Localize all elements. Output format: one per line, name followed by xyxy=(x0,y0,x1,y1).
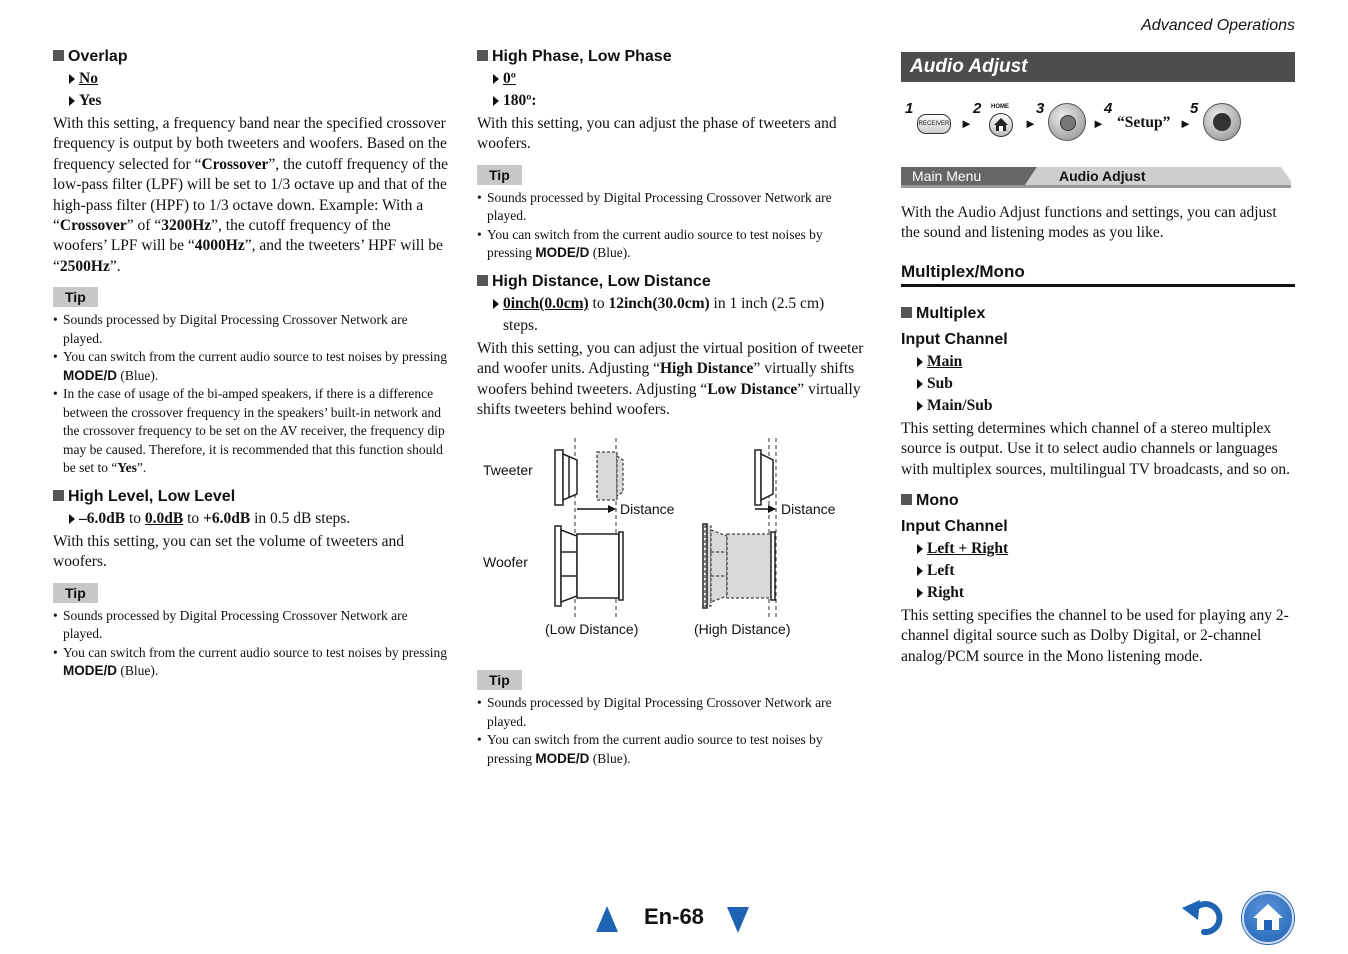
label-low-distance: (Low Distance) xyxy=(545,621,639,638)
square-bullet-icon xyxy=(477,275,488,286)
heading-multiplex-mono: Multiplex/Mono xyxy=(901,262,1295,287)
tip-item: • You can switch from the current audio source to test noises by pressing MODE/D (Blue). xyxy=(63,348,448,385)
woofer-low-icon xyxy=(555,526,623,606)
tip-list xyxy=(477,189,867,263)
step-number: 3 xyxy=(1036,100,1045,117)
tweeter-low-icon xyxy=(555,450,577,505)
next-page-button[interactable] xyxy=(727,907,749,933)
tip-list xyxy=(53,311,448,478)
woofer-virtual-icon xyxy=(705,526,771,606)
distance-description: With this setting, you can adjust the virtual position of tweeter and woofer units. Adjusting “High Distance” virtually shifts woofers behind tweeters. Adjusting “Low Distance” virtually shifts tweeters behind woofers. xyxy=(477,339,864,419)
option-main-sub: Main/Sub xyxy=(901,395,1295,417)
option-right: Right xyxy=(901,582,1295,604)
column-2 xyxy=(477,46,867,768)
arrow-right-icon xyxy=(493,96,499,106)
arrow-right-icon xyxy=(493,299,499,309)
option-no: No xyxy=(53,68,448,90)
tip-label: Tip xyxy=(53,287,98,307)
step-number: 2 xyxy=(973,100,982,117)
arrow-right-icon: ► xyxy=(960,116,973,131)
tip-item: • Sounds processed by Digital Processing Crossover Network are played. xyxy=(63,311,448,348)
arrow-right-icon xyxy=(917,357,923,367)
arrow-right-icon xyxy=(917,588,923,598)
tip-label: Tip xyxy=(477,670,522,690)
breadcrumb-audio-adjust: Audio Adjust xyxy=(1059,168,1146,184)
setup-label: “Setup” xyxy=(1117,114,1171,131)
square-bullet-icon xyxy=(901,307,912,318)
square-bullet-icon xyxy=(53,50,64,61)
column-3 xyxy=(901,52,1295,667)
distance-arrow-icon xyxy=(755,505,776,513)
square-bullet-icon xyxy=(477,50,488,61)
label-woofer: Woofer xyxy=(483,554,528,571)
distance-range: 0inch(0.0cm) to 12inch(30.0cm) in 1 inch (2.5 cm) xyxy=(477,293,867,315)
page-number: En-68 xyxy=(644,904,704,929)
step-number: 4 xyxy=(1104,100,1113,117)
tweeter-virtual-icon xyxy=(597,452,623,500)
section-title-multiplex: Multiplex xyxy=(901,303,1295,325)
arrow-right-icon xyxy=(69,514,75,524)
option-left-right: Left + Right xyxy=(901,538,1295,560)
home-button[interactable] xyxy=(1242,892,1294,944)
receiver-button-icon: RECEIVER xyxy=(917,114,951,134)
option-left: Left xyxy=(901,560,1295,582)
breadcrumb-main-menu: Main Menu xyxy=(912,168,982,184)
tip-item: • You can switch from the current audio source to test noises by pressing MODE/D (Blue). xyxy=(63,644,448,681)
arrow-right-icon: ► xyxy=(1179,116,1192,131)
label-distance-1: Distance xyxy=(620,501,675,518)
distance-diagram xyxy=(477,430,867,660)
arrow-right-icon xyxy=(493,74,499,84)
home-button-icon xyxy=(989,113,1013,137)
square-bullet-icon xyxy=(53,490,64,501)
input-channel-label: Input Channel xyxy=(901,330,1008,348)
option-sub: Sub xyxy=(901,373,1295,395)
tip-item: • Sounds processed by Digital Processing Crossover Network are played. xyxy=(487,694,867,731)
arrow-right-icon xyxy=(917,544,923,554)
previous-page-button[interactable] xyxy=(596,906,618,932)
intro-text: With the Audio Adjust functions and settings, you can adjust the sound and listening modes as you like. xyxy=(901,204,1277,242)
column-1 xyxy=(53,46,448,681)
option-yes: Yes xyxy=(53,90,448,112)
arrow-right-icon: ► xyxy=(1024,116,1037,131)
multiplex-description: This setting determines which channel of a stereo multiplex source is output. Use it to select audio channels or languages with multiplex sources, multilingual TV broadcasts, and so on. xyxy=(901,419,1291,478)
step-number: 1 xyxy=(905,100,914,117)
phase-description: With this setting, you can adjust the phase of tweeters and woofers. xyxy=(477,115,837,153)
home-label: HOME xyxy=(991,104,1009,110)
tip-item: • In the case of usage of the bi-amped speakers, if there is a difference between the crossover frequency in the speakers’ built-in network and the crossover frequency to be set on the AV receiver, the frequency dip may be caused. Therefore, it is recommended that this function should be set to “Yes”. xyxy=(63,385,448,478)
tip-list xyxy=(477,694,867,768)
arrow-right-icon: ► xyxy=(1092,116,1105,131)
home-icon xyxy=(1244,894,1292,942)
distance-arrow-icon xyxy=(577,505,616,513)
input-channel-label: Input Channel xyxy=(901,518,1008,536)
tip-item: • You can switch from the current audio source to test noises by pressing MODE/D (Blue). xyxy=(487,731,867,768)
steps-row xyxy=(901,100,1295,160)
mono-description: This setting specifies the channel to be used for playing any 2-channel digital source such as Dolby Digital, or 2-channel analog/PCM source in the Mono listening mode. xyxy=(901,607,1289,665)
arrow-right-icon xyxy=(917,401,923,411)
tip-list xyxy=(53,607,448,681)
arrow-right-icon xyxy=(69,74,75,84)
tip-item: • You can switch from the current audio source to test noises by pressing MODE/D (Blue). xyxy=(487,226,867,263)
option-180: 180º: xyxy=(477,90,867,112)
option-main: Main xyxy=(901,351,1295,373)
section-title-level: High Level, Low Level xyxy=(53,486,448,508)
running-header: Advanced Operations xyxy=(1141,17,1295,34)
label-high-distance: (High Distance) xyxy=(694,621,791,638)
tip-label: Tip xyxy=(477,165,522,185)
back-button[interactable] xyxy=(1180,896,1230,938)
label-distance-2: Distance xyxy=(781,501,836,518)
enter-button-icon xyxy=(1203,103,1241,141)
distance-range-cont: steps. xyxy=(503,316,538,334)
section-title-phase: High Phase, Low Phase xyxy=(477,46,867,68)
section-title-mono: Mono xyxy=(901,490,1295,512)
label-tweeter: Tweeter xyxy=(483,462,533,479)
tip-item: • Sounds processed by Digital Processing Crossover Network are played. xyxy=(487,189,867,226)
level-range: –6.0dB to 0.0dB to +6.0dB in 0.5 dB steps. xyxy=(53,508,448,530)
step-number: 5 xyxy=(1190,100,1199,117)
menu-breadcrumb xyxy=(901,167,1295,191)
arrow-right-icon xyxy=(917,566,923,576)
level-description: With this setting, you can set the volume of tweeters and woofers. xyxy=(53,532,405,571)
section-title-distance: High Distance, Low Distance xyxy=(477,271,867,293)
tip-item: • Sounds processed by Digital Processing Crossover Network are played. xyxy=(63,607,448,644)
section-title-overlap: Overlap xyxy=(53,46,448,68)
arrow-right-icon xyxy=(69,96,75,106)
cursor-pad-icon xyxy=(1048,103,1086,141)
square-bullet-icon xyxy=(901,494,912,505)
page-title: Audio Adjust xyxy=(901,52,1295,82)
tweeter-high-icon xyxy=(755,450,773,505)
overlap-description: With this setting, a frequency band near the specified crossover frequency is output by both tweeters and woofers. Based on the frequency selected for “Crossover”, the cutoff frequency of the low-pass filter (LPF) will be set to 1/3 octave up and that of the high-pass filter (HPF) to 1/3 octave down. Example: With a “Crossover” of “3200Hz”, the cutoff frequency of the woofers’ LPF will be “4000Hz”, and the tweeters’ HPF will be “2500Hz”. xyxy=(53,115,448,275)
tip-label: Tip xyxy=(53,583,98,603)
option-0: 0º xyxy=(477,68,867,90)
arrow-right-icon xyxy=(917,379,923,389)
